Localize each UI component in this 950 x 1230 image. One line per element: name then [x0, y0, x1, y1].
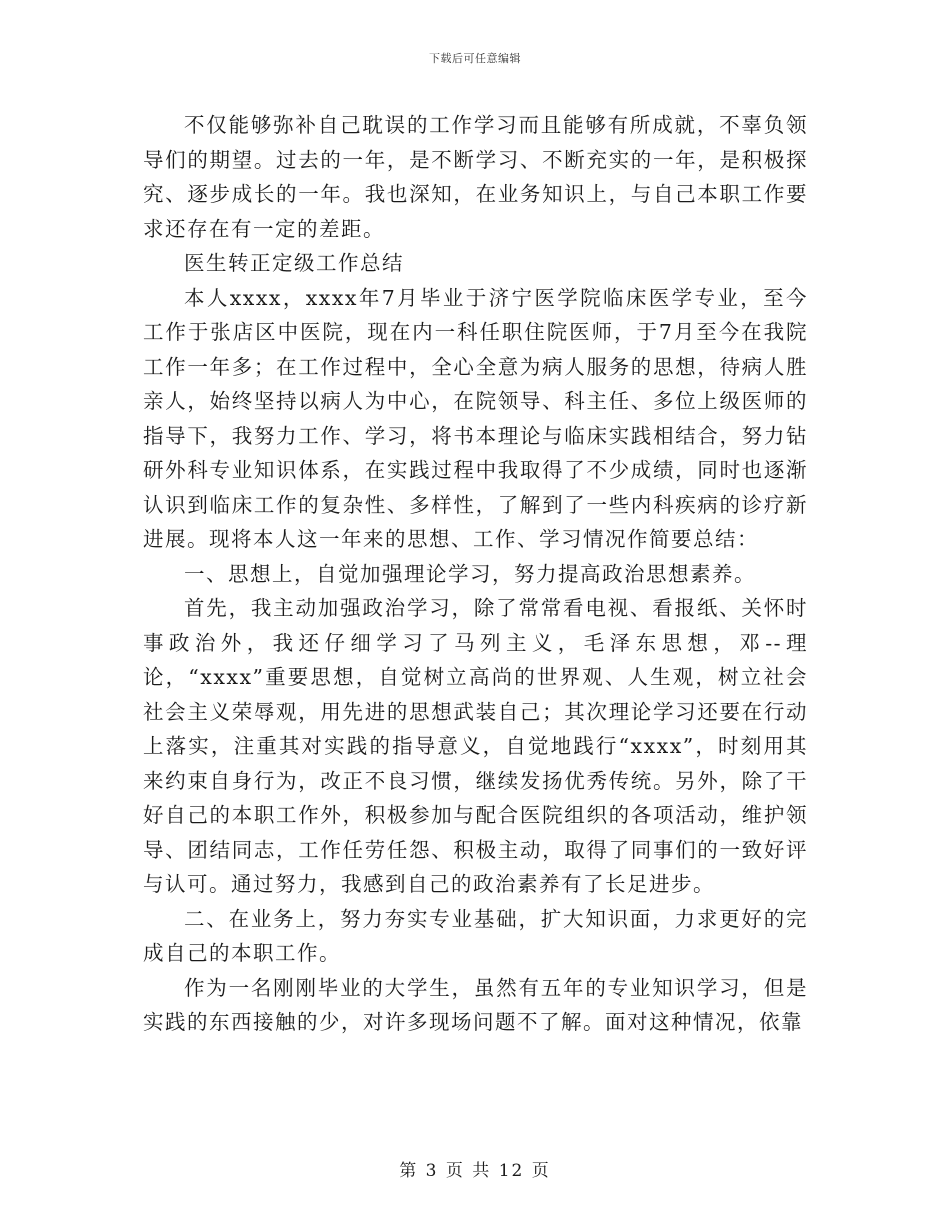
page-number: 第 3 页 共 12 页: [399, 1161, 551, 1181]
paragraph-intro: 不仅能够弥补自己耽误的工作学习而且能够有所成就，不辜负领导们的期望。过去的一年，是不断学习、不断充实的一年，是积极探究、逐步成长的一年。我也深知，在业务知识上，与自己本职工作要求还存在有一定的差距。: [143, 113, 808, 241]
document-title: 医生转正定级工作总结: [184, 251, 404, 275]
paragraph-ideology: 首先，我主动加强政治学习，除了常常看电视、看报纸、关怀时事政治外，我还仔细学习了马列主义，毛泽东思想，邓--理论，“xxxx”重要思想，自觉树立高尚的世界观、人生观，树立社会社会主义荣辱观，用先进的思想武装自己；其次理论学习还要在行动上落实，注重其对实践的指导意义，自觉地践行“xxxx”，时刻用其来约束自身行为，改正不良习惯，继续发扬优秀传统。另外，除了干好自己的本职工作外，积极参加与配合医院组织的各项活动，维护领导、团结同志，工作任劳任怨、积极主动，取得了同事们的一致好评与认可。通过努力，我感到自己的政治素养有了长足进步。: [143, 596, 808, 896]
page-header: 下载后可任意编辑: [429, 52, 521, 65]
section-heading-ideology: 一、思想上，自觉加强理论学习，努力提高政治思想素养。: [184, 561, 756, 586]
paragraph-self-intro: 本人xxxx，xxxx年7月毕业于济宁医学院临床医学专业，至今工作于张店区中医院，现在内一科任职住院医师，于7月至今在我院工作一年多；在工作过程中，全心全意为病人服务的思想，待病人胜亲人，始终坚持以病人为中心，在院领导、科主任、多位上级医师的指导下，我努力工作、学习，将书本理论与临床实践相结合，努力钻研外科专业知识体系，在实践过程中我取得了不少成绩，同时也逐渐认识到临床工作的复杂性、多样性，了解到了一些内科疾病的诊疗新进展。现将本人这一年来的思想、工作、学习情况作简要总结：: [143, 285, 808, 551]
section-heading-business: 二、在业务上，努力夯实专业基础，扩大知识面，力求更好的完成自己的本职工作。: [143, 906, 808, 965]
document-body: [143, 108, 808, 1040]
paragraph-business: 作为一名刚刚毕业的大学生，虽然有五年的专业知识学习，但是实践的东西接触的少，对许多现场问题不了解。面对这种情况，依靠: [143, 975, 808, 1034]
